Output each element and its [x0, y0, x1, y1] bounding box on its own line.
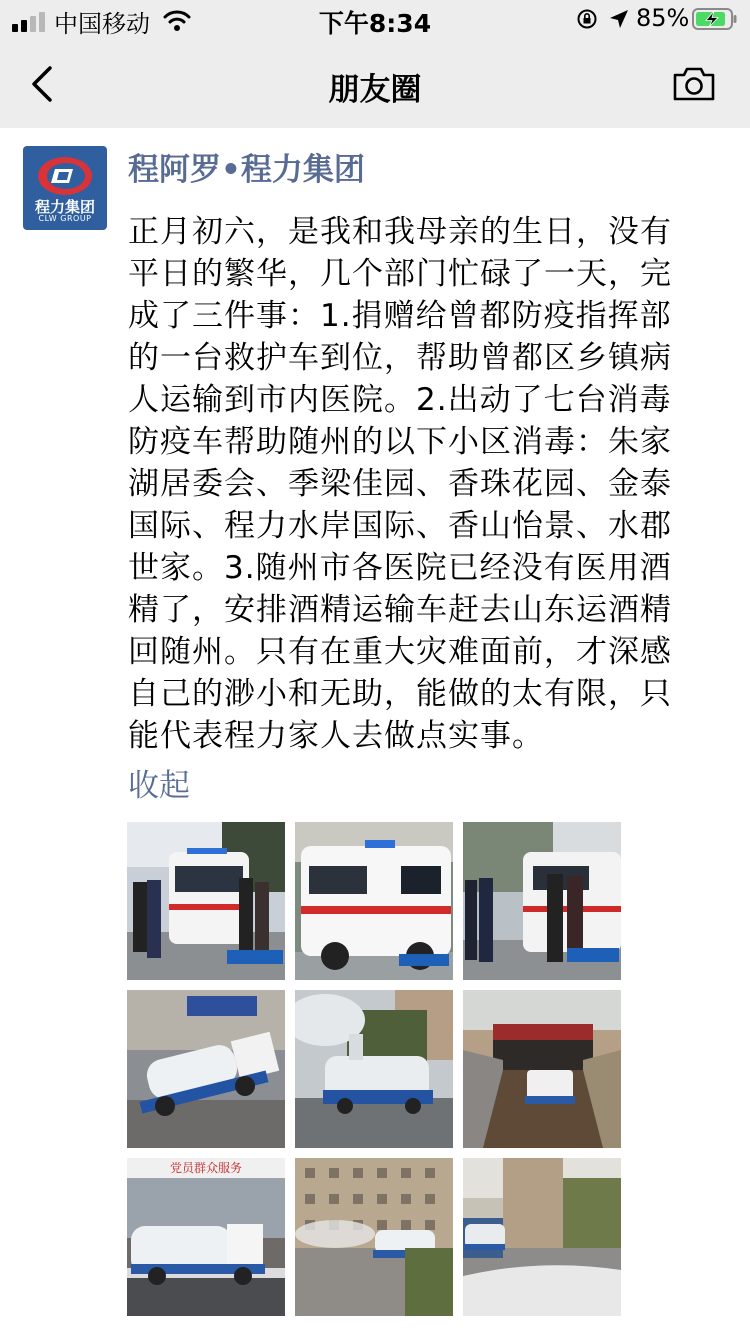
battery-percent: 85%: [636, 4, 690, 32]
post-text-line: 自己的渺小和无助，能做的太有限，只: [128, 676, 672, 712]
building-sign: 党员群众服务: [169, 1161, 243, 1175]
location-icon: [608, 8, 630, 30]
logo-text: 程力集团: [34, 198, 95, 216]
photo-thumbnail-4[interactable]: [127, 990, 285, 1148]
photo-thumbnail-3[interactable]: [463, 822, 621, 980]
camera-icon[interactable]: [672, 64, 716, 104]
disinfection-truck-photo: [463, 1158, 621, 1316]
post-text-line: 回随州。只有在重大灾难面前，才深感: [128, 634, 672, 670]
disinfection-truck-photo: [295, 990, 453, 1148]
post-text-line: 世家。3.随州市各医院已经没有医用酒: [128, 550, 672, 586]
disinfection-truck-photo: [463, 990, 621, 1148]
photo-thumbnail-6[interactable]: [463, 990, 621, 1148]
post-text-line: 国际、程力水岸国际、香山怡景、水郡: [128, 508, 672, 544]
photo-thumbnail-5[interactable]: [295, 990, 453, 1148]
disinfection-truck-photo: [127, 1158, 285, 1316]
photo-thumbnail-9[interactable]: [463, 1158, 621, 1316]
ambulance-photo: [463, 822, 621, 980]
collapse-link[interactable]: 收起: [128, 768, 190, 804]
photo-thumbnail-8[interactable]: [295, 1158, 453, 1316]
ambulance-photo: [127, 822, 285, 980]
post-text-line: 人运输到市内医院。2.出动了七台消毒: [128, 382, 672, 418]
post-text: [128, 211, 728, 757]
post-text-line: 湖居委会、季梁佳园、香珠花园、金泰: [128, 466, 672, 502]
carrier-label: 中国移动: [54, 10, 150, 38]
photo-thumbnail-2[interactable]: [295, 822, 453, 980]
nav-bar: [0, 40, 750, 128]
photo-thumbnail-1[interactable]: [127, 822, 285, 980]
company-logo-icon: [35, 152, 95, 198]
post-author-name[interactable]: 程阿罗•程力集团: [128, 152, 365, 188]
post-text-line: 防疫车帮助随州的以下小区消毒：朱家: [128, 424, 672, 460]
post-text-line: 平日的繁华，几个部门忙碌了一天，完: [128, 256, 672, 292]
post-text-line: 成了三件事：1.捐赠给曾都防疫指挥部: [128, 298, 672, 334]
battery-charging-icon: [692, 8, 738, 30]
post-text-line: 的一台救护车到位，帮助曾都区乡镇病: [128, 340, 672, 376]
orientation-lock-icon: [576, 8, 598, 30]
photo-thumbnail-7[interactable]: [127, 1158, 285, 1316]
disinfection-truck-photo: [295, 1158, 453, 1316]
logo-subtext: CLW GROUP: [38, 214, 92, 223]
post-text-line: 精了，安排酒精运输车赶去山东运酒精: [128, 592, 672, 628]
post-text-line: 正月初六，是我和我母亲的生日，没有: [128, 214, 672, 250]
clock: 下午8:34: [318, 9, 432, 38]
avatar[interactable]: [23, 146, 107, 230]
page-title: 朋友圈: [328, 72, 422, 108]
photo-grid: [127, 822, 621, 1316]
post-text-line: 能代表程力家人去做点实事。: [128, 718, 544, 754]
status-bar: [0, 0, 750, 40]
disinfection-truck-photo: [127, 990, 285, 1148]
ambulance-photo: [295, 822, 453, 980]
